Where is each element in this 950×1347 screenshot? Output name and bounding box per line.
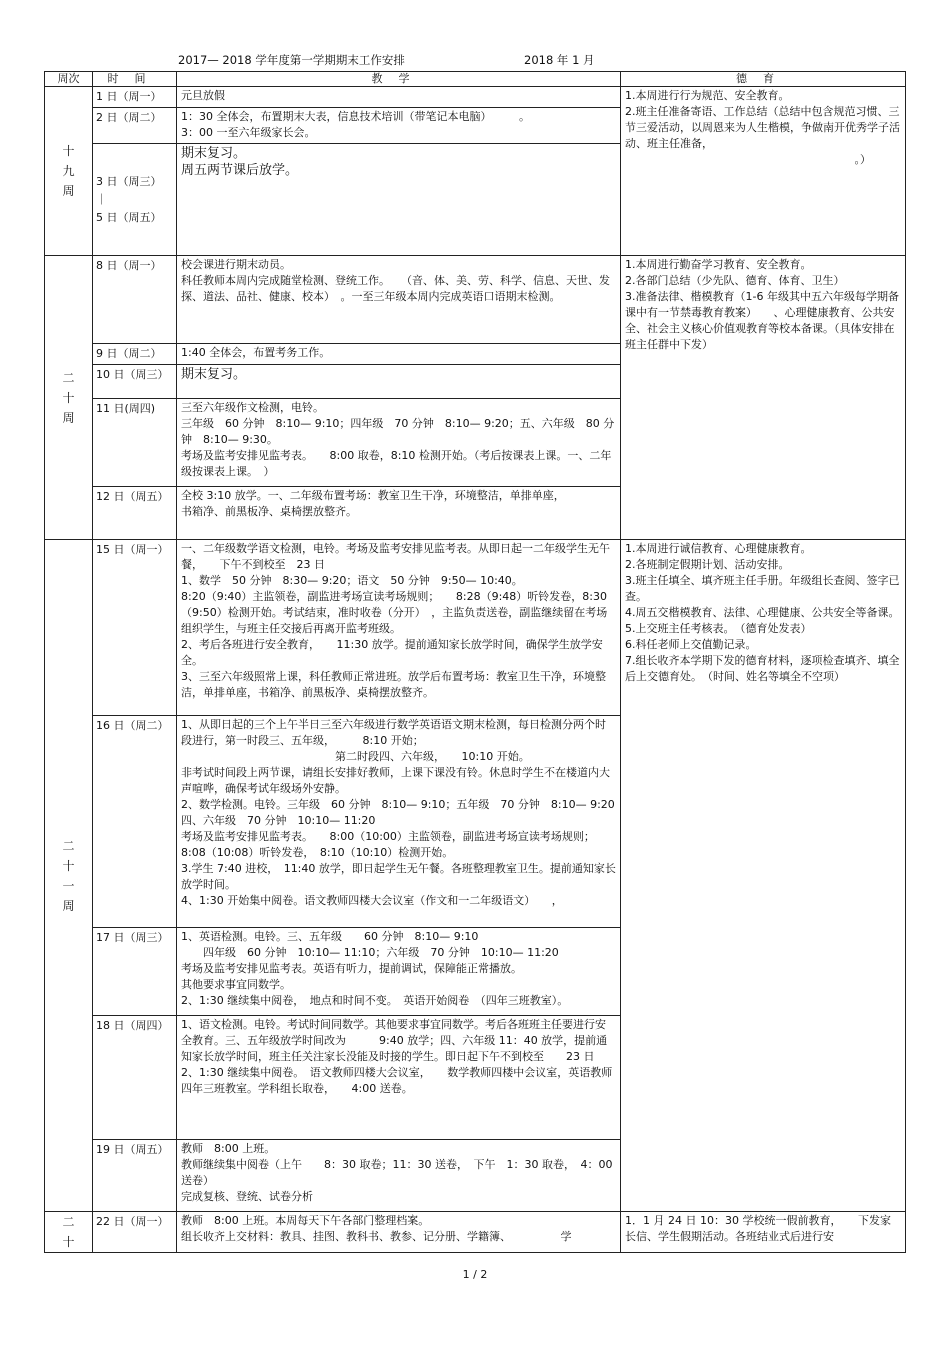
header-moral: 德育 bbox=[621, 72, 906, 87]
table-row bbox=[45, 540, 906, 716]
week-label-20: 二 十 周 bbox=[45, 256, 93, 540]
date-cell: 15 日（周一） bbox=[93, 540, 177, 716]
table-row bbox=[45, 256, 906, 344]
teaching-cell: 元旦放假 bbox=[177, 87, 621, 108]
teaching-cell: 1:40 全体会，布置考务工作。 bbox=[177, 344, 621, 365]
schedule-table bbox=[44, 71, 906, 1253]
week-label-21: 二 十 一 周 bbox=[45, 540, 93, 1212]
date-cell: 19 日（周五） bbox=[93, 1140, 177, 1212]
teaching-cell: 校会课进行期末动员。 科任教师本周内完成随堂检测、登统工作。 （音、体、美、劳、科学、信息、天世、发 探、道法、品社、健康、校本） 。一至三年级本周内完成英语口语期末检测。 bbox=[177, 256, 621, 344]
teaching-cell: 教师 8:00 上班。本周每天下午各部门整理档案。 组长收齐上交材料：教具、挂图、教科书、教参、记分册、学籍簿、 学 bbox=[177, 1212, 621, 1253]
teaching-cell: 期末复习。 bbox=[177, 365, 621, 399]
date-cell: 9 日（周二） bbox=[93, 344, 177, 365]
teaching-cell: 1、从即日起的三个上午半日三至六年级进行数学英语语文期末检测，每日检测分两个时段进行，第一时段三、五年级， 8:10 开始； 第二时段四、六年级， 10:10 开始。 非考试时间段上两节课，请组长安排好教师，上课下课没有铃。休息时学生不在楼道内大声喧哗，确保考试年级场外安静。 2、数学检测。电铃。三年级 60 分钟 8:10— 9:10；五年级 70 分钟 8:10— 9:20 四、六年级 70 分钟 10:10— 11:20 考场及监考安排见监考表。 8:00（10:00）主监领卷，副监进考场宣读考场规则； 8:08（10:08）听铃发卷， 8:10（10:10）检测开始。 3.学生 7:40 进校， 11:40 放学，即日起学生无午餐。各班整理教室卫生。提前通知家长放学时间。 4、1:30 开始集中阅卷。语文教师四楼大会议室（作文和一二年级语文） ， bbox=[177, 716, 621, 928]
table-header-row bbox=[45, 72, 906, 87]
date-cell: 16 日（周二） bbox=[93, 716, 177, 928]
date-cell: 12 日（周五） bbox=[93, 487, 177, 540]
date-cell: 3 日（周三） ｜ 5 日（周五） bbox=[93, 144, 177, 256]
teaching-cell: 教师 8:00 上班。 教师继续集中阅卷（上午 8：30 取卷；11：30 送卷， 下午 1：30 取卷， 4：00 送卷） 完成复核、登统、试卷分析 bbox=[177, 1140, 621, 1212]
moral-cell: 1.本周进行诚信教育、心理健康教育。 2.各班制定假期计划、活动安排。 3.班主任填全、填齐班主任手册。年级组长查阅、签字已查。 4.周五交楷模教育、法律、心理健康、公共安全等备课。 5.上交班主任考核表。 （德育处发表） 6.科任老师上交值勤记录。 7.组长收齐本学期下发的德育材料，逐项检查填齐、填全后上交德育处。 （时间、姓名等填全不空项） bbox=[621, 540, 906, 1212]
teaching-cell: 期末复习。 周五两节课后放学。 bbox=[177, 144, 621, 256]
header-week: 周次 bbox=[45, 72, 93, 87]
teaching-cell: 全校 3:10 放学。一、二年级布置考场：教室卫生干净，环境整洁，单排单座， 书箱净、前黑板净、桌椅摆放整齐。 bbox=[177, 487, 621, 540]
date-cell: 1 日（周一） bbox=[93, 87, 177, 108]
header-time: 时间 bbox=[93, 72, 177, 87]
date-cell: 22 日（周一） bbox=[93, 1212, 177, 1253]
moral-cell: 1.本周进行勤奋学习教育、安全教育。 2.各部门总结（少先队、德育、体育、卫生） 3.准备法律、楷模教育（1-6 年级其中五六年级每学期备课中有一节禁毒教育教案） 、心理健康教育、公共安全、社会主义核心价值观教育等校本备课。（具体安排在班主任群中下发） bbox=[621, 256, 906, 540]
moral-cell: 1.本周进行行为规范、安全教育。 2.班主任准备寄语、工作总结（总结中包含规范习惯、三节三爱活动，以周恩来为人生楷模，争做南开优秀学子活动、班主任准备， 。） bbox=[621, 87, 906, 256]
document-date: 2018 年 1 月 bbox=[524, 53, 595, 67]
moral-cell: 1．1 月 24 日 10：30 学校统一假前教育， 下发家长信、学生假期活动。各班结业式后进行安 bbox=[621, 1212, 906, 1253]
date-cell: 8 日（周一） bbox=[93, 256, 177, 344]
table-row bbox=[45, 1212, 906, 1253]
week-label-19: 十 九 周 bbox=[45, 87, 93, 256]
date-cell: 2 日（周二） bbox=[93, 108, 177, 144]
header-teaching: 教学 bbox=[177, 72, 621, 87]
table-row bbox=[45, 87, 906, 108]
date-cell: 10 日（周三） bbox=[93, 365, 177, 399]
teaching-cell: 1、语文检测。电铃。考试时间同数学。其他要求事宜同数学。考后各班班主任要进行安全教育。三、五年级放学时间改为 9:40 放学；四、六年级 11：40 放学，提前通知家长放学时间，班主任关注家长没能及时接的学生。即日起下午不到校至 23 日 2、1:30 继续集中阅卷。 语文教师四楼大会议室， 数学教师四楼中会议室，英语教师 四年三班教室。学科组长取卷， 4:00 送卷。 bbox=[177, 1016, 621, 1140]
document-title: 2017— 2018 学年度第一学期期末工作安排 bbox=[178, 53, 405, 67]
teaching-cell: 1、英语检测。电铃。三、五年级 60 分钟 8:10— 9:10 四年级 60 分钟 10:10— 11:10；六年级 70 分钟 10:10— 11:20 考场及监考安排见监考表。英语有听力，提前调试，保障能正常播放。 其他要求事宜同数学。 2、1:30 继续集中阅卷， 地点和时间不变。 英语开始阅卷 （四年三班教室）。 bbox=[177, 928, 621, 1016]
date-cell: 11 日(周四) bbox=[93, 399, 177, 487]
teaching-cell: 三至六年级作文检测，电铃。 三年级 60 分钟 8:10— 9:10；四年级 70 分钟 8:10— 9:20；五、六年级 80 分钟 8:10— 9:30。 考场及监考安排见监考表。 8:00 取卷，8:10 检测开始。（考后按课表上课。一、二年级按课表上课。 ） bbox=[177, 399, 621, 487]
date-cell: 18 日（周四） bbox=[93, 1016, 177, 1140]
teaching-cell: 一、二年级数学语文检测，电铃。考场及监考安排见监考表。从即日起一二年级学生无午餐， 下午不到校至 23 日 1、数学 50 分钟 8:30— 9:20；语文 50 分钟 9:50— 10:40。 8:20（9:40）主监领卷，副监进考场宣读考场规则； 8:28（9:48）听铃发卷，8:30（9:50）检测开始。考试结束，准时收卷（分开） ，主监负责送卷，副监继续留在考场组织学生，与班主任交接后再离开监考班级。 2、考后各班进行安全教育， 11:30 放学。提前通知家长放学时间，确保学生放学安全。 3、三至六年级照常上课，科任教师正常进班。放学后布置考场：教室卫生干净，环境整洁，单排单座，书箱净、前黑板净、桌椅摆放整齐。 bbox=[177, 540, 621, 716]
week-label-22: 二 十 bbox=[45, 1212, 93, 1253]
teaching-cell: 1：30 全体会，布置期末大表，信息技术培训（带笔记本电脑） 。 3：00 一至六年级家长会。 bbox=[177, 108, 621, 144]
date-cell: 17 日（周三） bbox=[93, 928, 177, 1016]
page-number: 1 / 2 bbox=[462, 1268, 488, 1281]
